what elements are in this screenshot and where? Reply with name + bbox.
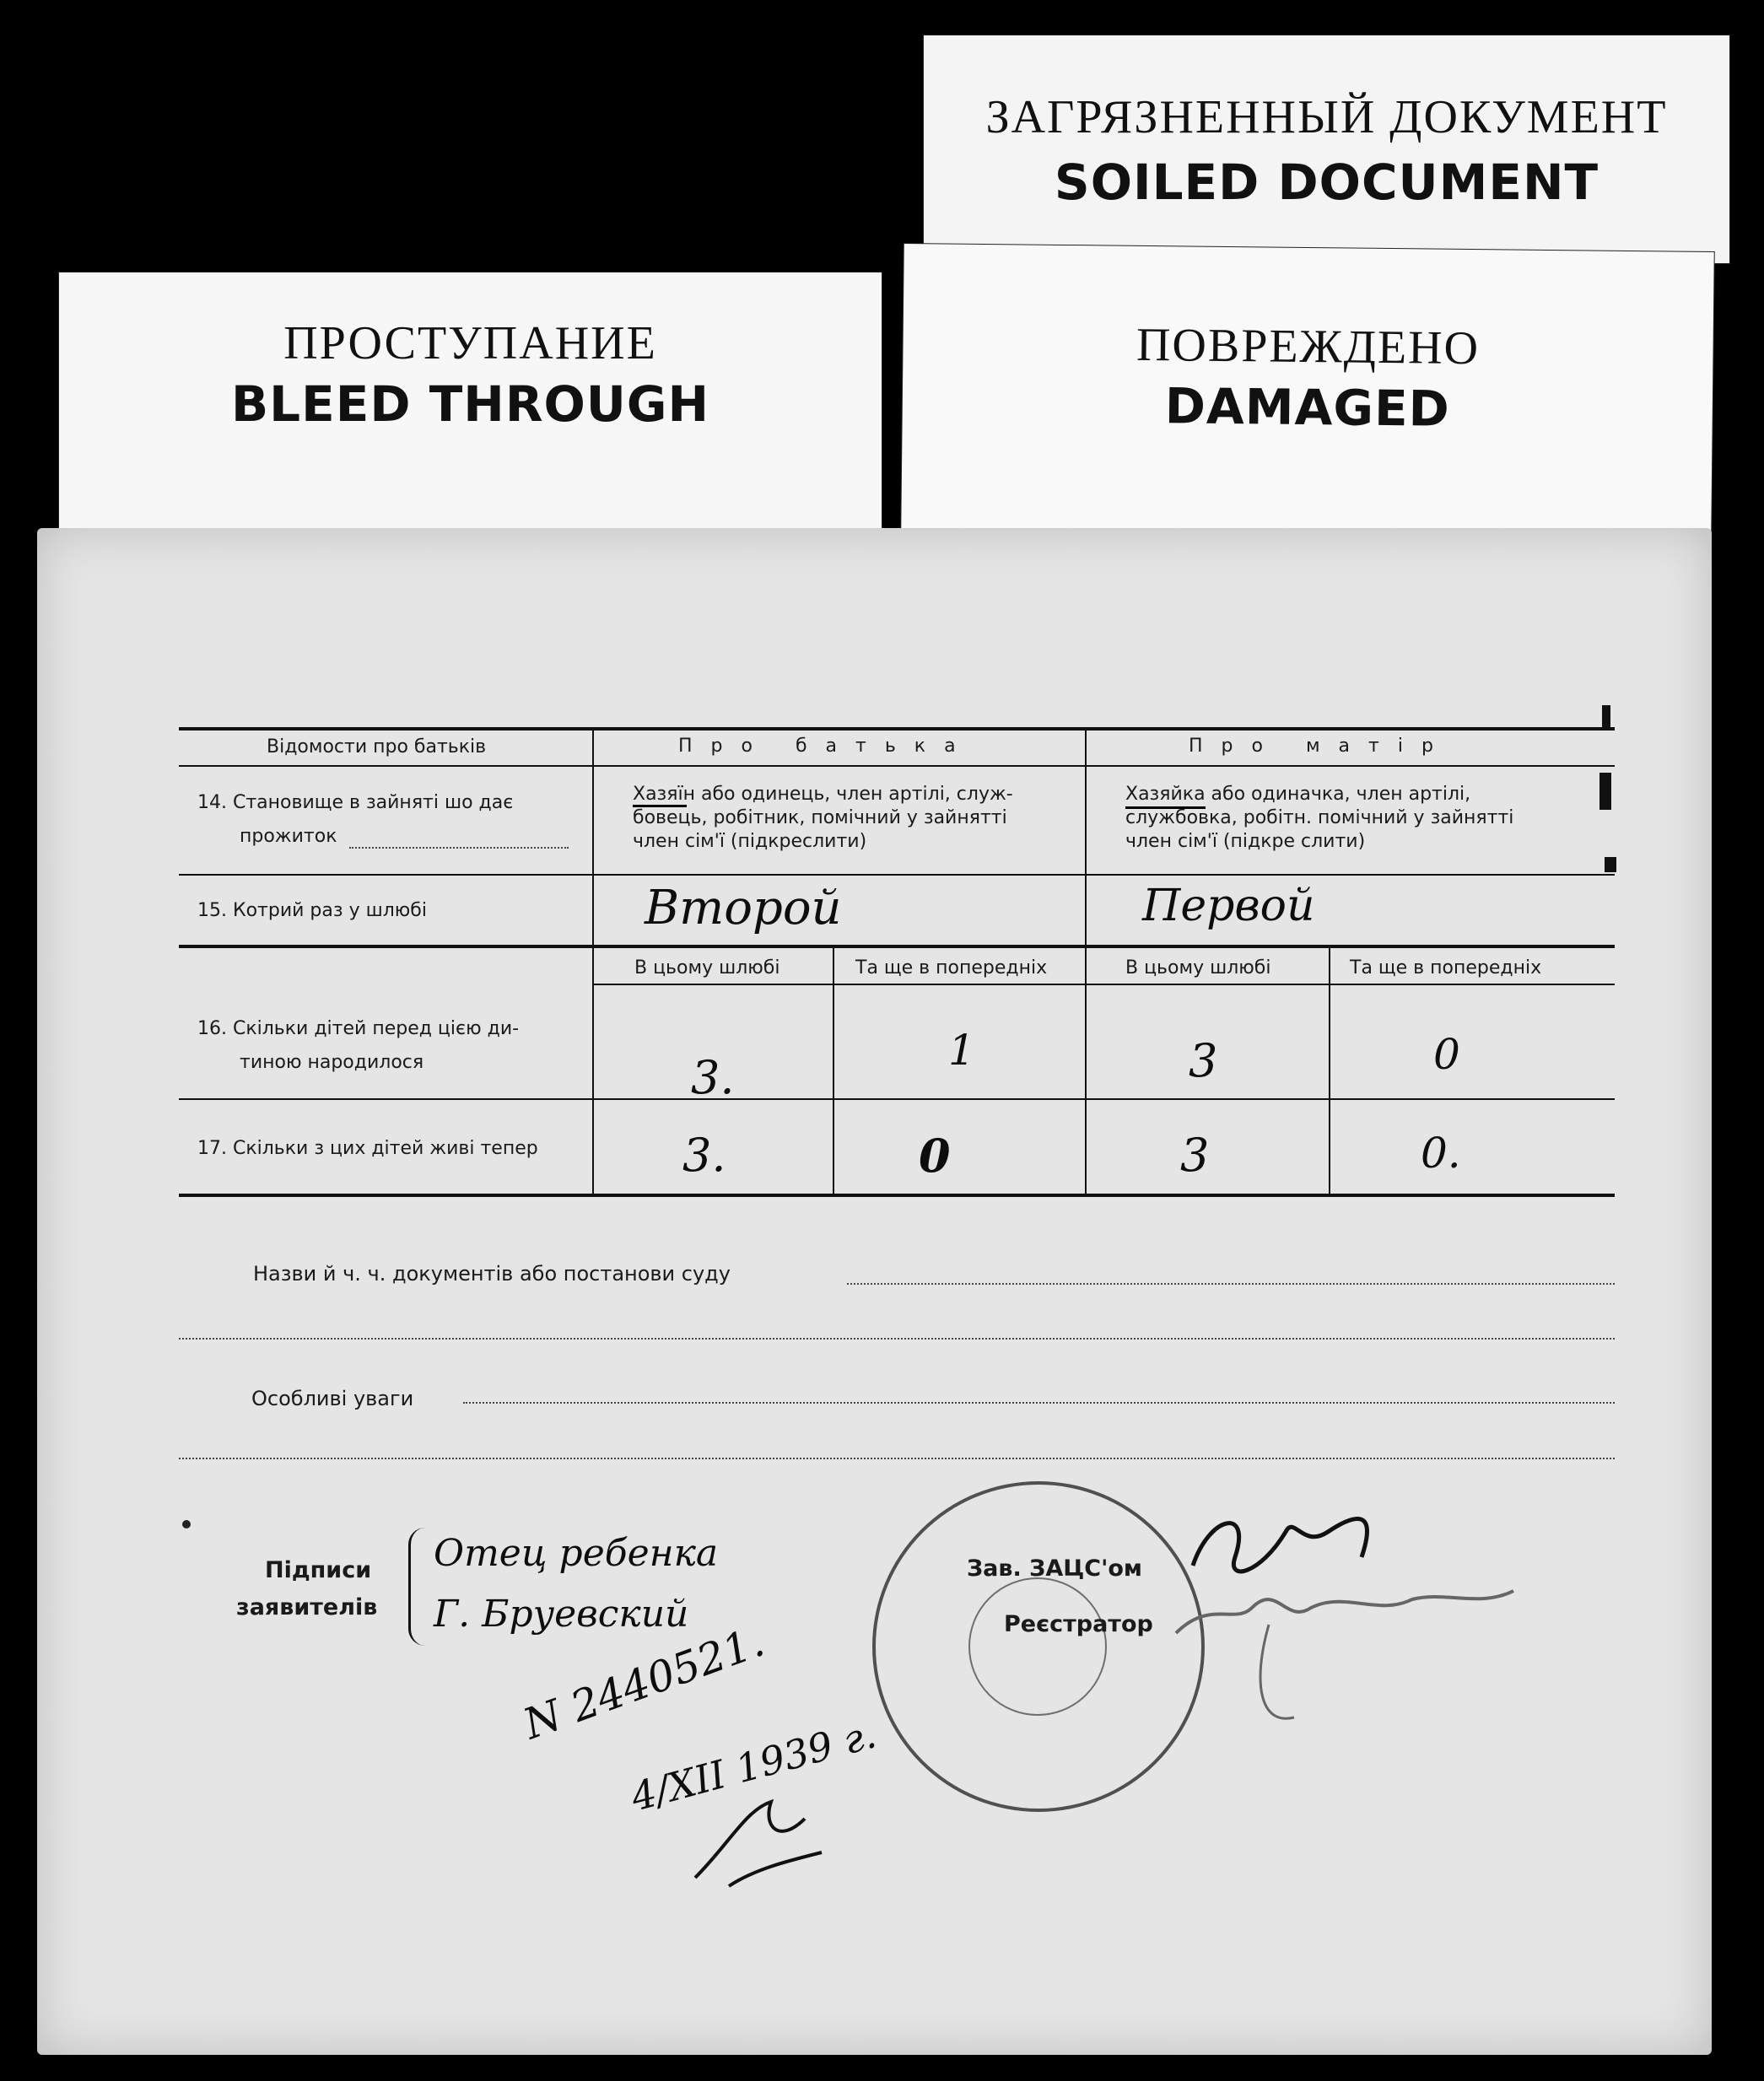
signature-brace: [408, 1528, 428, 1646]
row17-mother-this: 3: [1180, 1129, 1210, 1182]
soiled-document-card: [924, 35, 1729, 263]
official-round-stamp: [872, 1481, 1205, 1812]
row17-father-this: 3.: [682, 1129, 726, 1182]
sub-father-prev: Та ще в попередніх: [855, 957, 1048, 979]
row14-mother-2: службовка, робітн. помічний у зайнятті: [1125, 807, 1514, 828]
row16-father-this: 3.: [691, 1051, 735, 1104]
signature-2: Г. Бруевский: [434, 1593, 689, 1636]
sub-father-this: В цьому шлюбі: [634, 957, 780, 979]
row16-mother-prev: 0: [1433, 1030, 1460, 1079]
speck: [182, 1520, 191, 1528]
col-divider-mother-sub: [1329, 946, 1330, 1195]
row14-divider: [179, 874, 1615, 876]
table-top-border: [179, 727, 1615, 731]
documents-dots: [847, 1283, 1615, 1285]
bleed-through-card: [59, 272, 882, 542]
registration-form-page: [37, 528, 1712, 2055]
note-number: N 2440521.: [517, 1616, 771, 1749]
col-divider-2: [1085, 731, 1087, 1195]
registrar-label: Реєстратор: [1004, 1611, 1153, 1637]
bleed-label-ru: ПРОСТУПАНИЕ: [283, 317, 657, 369]
col-divider-1: [592, 731, 594, 1195]
row15-label: 15. Котрий раз у шлюбі: [197, 900, 427, 921]
signatures-label-2: заявителів: [236, 1594, 378, 1620]
row17-mother-prev: 0.: [1421, 1129, 1461, 1178]
row14-father-2: бовець, робітник, помічний у зайнятті: [633, 807, 1007, 828]
subheader-divider: [592, 984, 1615, 985]
bleed-label-en: BLEED THROUGH: [230, 375, 710, 433]
row17-label: 17. Скільки з цих дітей живі тепер: [197, 1138, 538, 1159]
official-signatures: [1159, 1498, 1598, 1768]
speck: [1599, 773, 1611, 810]
damaged-card: [901, 244, 1714, 539]
remarks-dots: [463, 1402, 1615, 1404]
damaged-label-ru: ПОВРЕЖДЕНО: [1136, 318, 1481, 375]
soiled-label-ru: ЗАГРЯЗНЕННЫЙ ДОКУМЕНТ: [985, 91, 1668, 143]
row16-label-1: 16. Скільки дітей перед цією ди-: [197, 1018, 520, 1039]
speck: [1605, 857, 1616, 872]
row14-father-3: член сім'ї (підкреслити): [633, 831, 867, 852]
soiled-label-en: SOILED DOCUMENT: [1054, 154, 1599, 211]
col-divider-father-sub: [833, 946, 834, 1195]
signatures-label-1: Підписи: [265, 1557, 372, 1583]
mother-underline: [1125, 806, 1206, 809]
table-bottom-border: [179, 1194, 1615, 1197]
note-date: 4/XII 1939 г.: [626, 1711, 881, 1820]
sub-mother-this: В цьому шлюбі: [1125, 957, 1271, 979]
row14-mother-1: Хазяйка або одиначка, член артілі,: [1125, 784, 1471, 805]
documents-label: Назви й ч. ч. документів або постанови суду: [253, 1262, 731, 1286]
damaged-label-en: DAMAGED: [1164, 377, 1451, 438]
father-underline: [633, 805, 687, 807]
documents-dots-2: [179, 1338, 1615, 1340]
header-divider: [179, 765, 1615, 767]
row17-father-prev: 0: [919, 1129, 951, 1183]
row16-father-prev: 1: [948, 1026, 975, 1075]
row14-dots: [349, 847, 569, 849]
row14-mother-3: член сім'ї (підкре слити): [1125, 831, 1366, 852]
header-info-label: Відомости про батьків: [267, 736, 487, 757]
remarks-label: Особливі уваги: [251, 1387, 414, 1410]
row14-label-1: 14. Становище в зайняті шо дає: [197, 792, 514, 813]
row14-father-1: Хазяїн або одинець, член артілі, служ-: [633, 784, 1013, 805]
row15-mother-value: Первой: [1142, 881, 1315, 931]
header-father: Про батька: [678, 736, 974, 757]
header-mother: Про матір: [1189, 736, 1452, 757]
row16-divider: [179, 1098, 1615, 1100]
head-label: Зав. ЗАЦС'ом: [967, 1555, 1142, 1582]
row16-label-2: тиною народилося: [240, 1052, 424, 1073]
speck: [1602, 705, 1610, 729]
signature-1: Отец ребенка: [434, 1532, 719, 1575]
row15-father-value: Второй: [645, 881, 842, 935]
row16-mother-this: 3: [1189, 1034, 1218, 1087]
note-initials: [678, 1793, 847, 1895]
row15-divider: [179, 945, 1615, 948]
remarks-dots-2: [179, 1458, 1615, 1459]
sub-mother-prev: Та ще в попередніх: [1350, 957, 1542, 979]
row14-label-2: прожиток: [240, 826, 337, 847]
